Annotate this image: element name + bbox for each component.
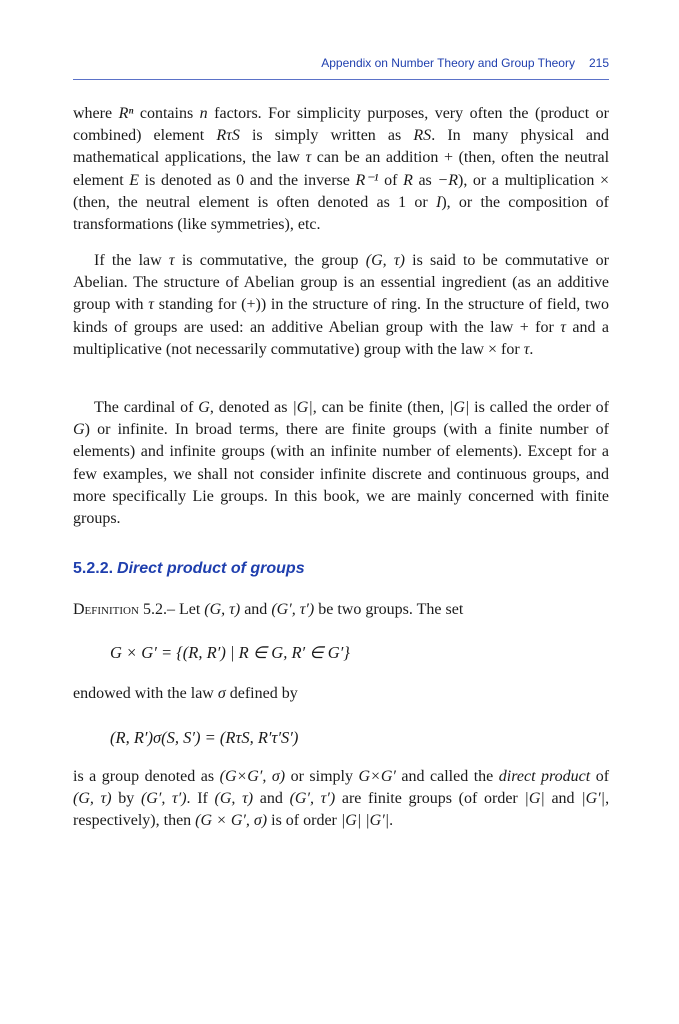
term-direct-product: direct product	[498, 768, 591, 785]
section-number: 5.2.2.	[73, 560, 114, 577]
header-rule	[73, 79, 609, 80]
paragraph-1: where Rⁿ contains n factors. For simplicity purposes, very often the (product or combined) element RτS is simply written as RS. In many physical and mathematical applications, the law τ can be an addition + (then, often the neutral element E is denoted as 0 and the inverse R⁻¹ of R as −R), or a multiplication × (then, the neutral element is often denoted as 1 or I), or the composition of transformations (like symmetries), etc.	[73, 105, 610, 234]
paragraph-3: The cardinal of G, denoted as |G|, can be finite (then, |G| is called the order of G) or infinite. In broad terms, there are finite groups (with a finite number of elements) and infinite groups (with an infinite number of elements). Except for a few examples, we shall not consider infinite discrete and continuous groups, and more specifically Lie groups. In this book, we are mainly concerned with finite groups.	[73, 399, 610, 528]
paragraph-2: If the law τ is commutative, the group (G, τ) is said to be commutative or Abelian. The structure of Abelian group is an essential ingredient (as an additive group with τ standing for (+)) in the structure of ring. In the structure of field, two kinds of groups are used: an additive Abelian group with the law + for τ and a multiplicative (not necessarily commutative) group with the law × for τ.	[73, 252, 610, 358]
page-number: 215	[588, 56, 609, 70]
equation-direct-product-law: (R, R′)σ(S, S′) = (RτS, R′τ′S′)	[110, 728, 299, 747]
running-title: Appendix on Number Theory and Group Theory	[321, 56, 575, 70]
paragraph-4: is a group denoted as (G×G′, σ) or simply G×G′ and called the direct product of (G, τ) by (G′, τ′). If (G, τ) and (G′, τ′) are finite groups (of order |G| and |G′|, respectively), then (G × G′, σ) is of order |G| |G′|.	[73, 768, 610, 830]
paragraph-law-sigma: endowed with the law σ defined by	[73, 685, 298, 702]
section-title: Direct product of groups	[117, 560, 305, 577]
definition-5-2: Definition 5.2.– Let (G, τ) and (G′, τ′) be two groups. The set	[73, 601, 464, 618]
equation-direct-product-set: G × G′ = {(R, R′) | R ∈ G, R′ ∈ G′}	[110, 643, 350, 662]
section-heading	[73, 560, 305, 578]
definition-label: Definition	[73, 601, 139, 618]
running-header	[73, 56, 609, 70]
